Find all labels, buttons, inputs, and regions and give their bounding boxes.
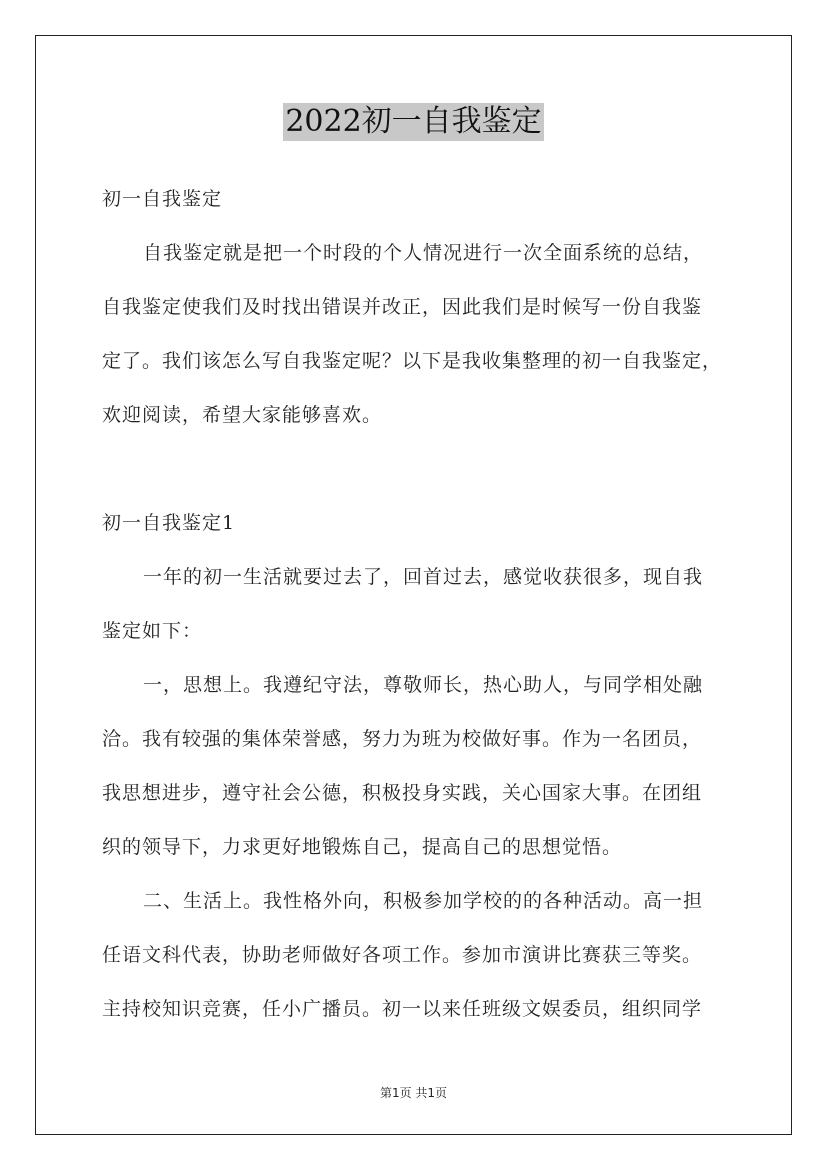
section-heading: 初一自我鉴定1 (102, 512, 236, 534)
paragraph-line: 任语文科代表，协助老师做好各项工作。参加市演讲比赛获三等奖。 (102, 944, 703, 966)
paragraph-line: 一年的初一生活就要过去了，回首过去，感觉收获很多，现自我 (143, 566, 704, 588)
heading: 初一自我鉴定 (102, 188, 223, 210)
blank-line (102, 442, 742, 496)
paragraph-line: 洽。我有较强的集体荣誉感，努力为班为校做好事。作为一名团员， (102, 728, 703, 750)
paragraph-line: 鉴定如下： (102, 620, 203, 642)
page-footer: 第1页 共1页 (379, 1086, 448, 1100)
intro-line: 定了。我们该怎么写自我鉴定呢？以下是我收集整理的初一自我鉴定， (102, 350, 723, 372)
document-title: 2022初一自我鉴定 (285, 104, 542, 139)
title-container (36, 103, 791, 141)
paragraph-line: 织的领导下，力求更好地锻炼自己，提高自己的思想觉悟。 (102, 836, 623, 858)
paragraph-line: 主持校知识竞赛，任小广播员。初一以来任班级文娱委员，组织同学 (102, 998, 703, 1020)
document-page (35, 35, 792, 1135)
intro-line: 欢迎阅读，希望大家能够喜欢。 (102, 404, 383, 426)
intro-line: 自我鉴定使我们及时找出错误并改正，因此我们是时候写一份自我鉴 (102, 296, 703, 318)
paragraph-line: 我思想进步，遵守社会公德，积极投身实践，关心国家大事。在团组 (102, 782, 703, 804)
document-body (102, 172, 742, 1036)
paragraph-line: 二、生活上。我性格外向，积极参加学校的的各种活动。高一担 (143, 890, 704, 912)
paragraph-line: 一，思想上。我遵纪守法，尊敬师长，热心助人，与同学相处融 (143, 674, 704, 696)
intro-line: 自我鉴定就是把一个时段的个人情况进行一次全面系统的总结， (143, 242, 704, 264)
